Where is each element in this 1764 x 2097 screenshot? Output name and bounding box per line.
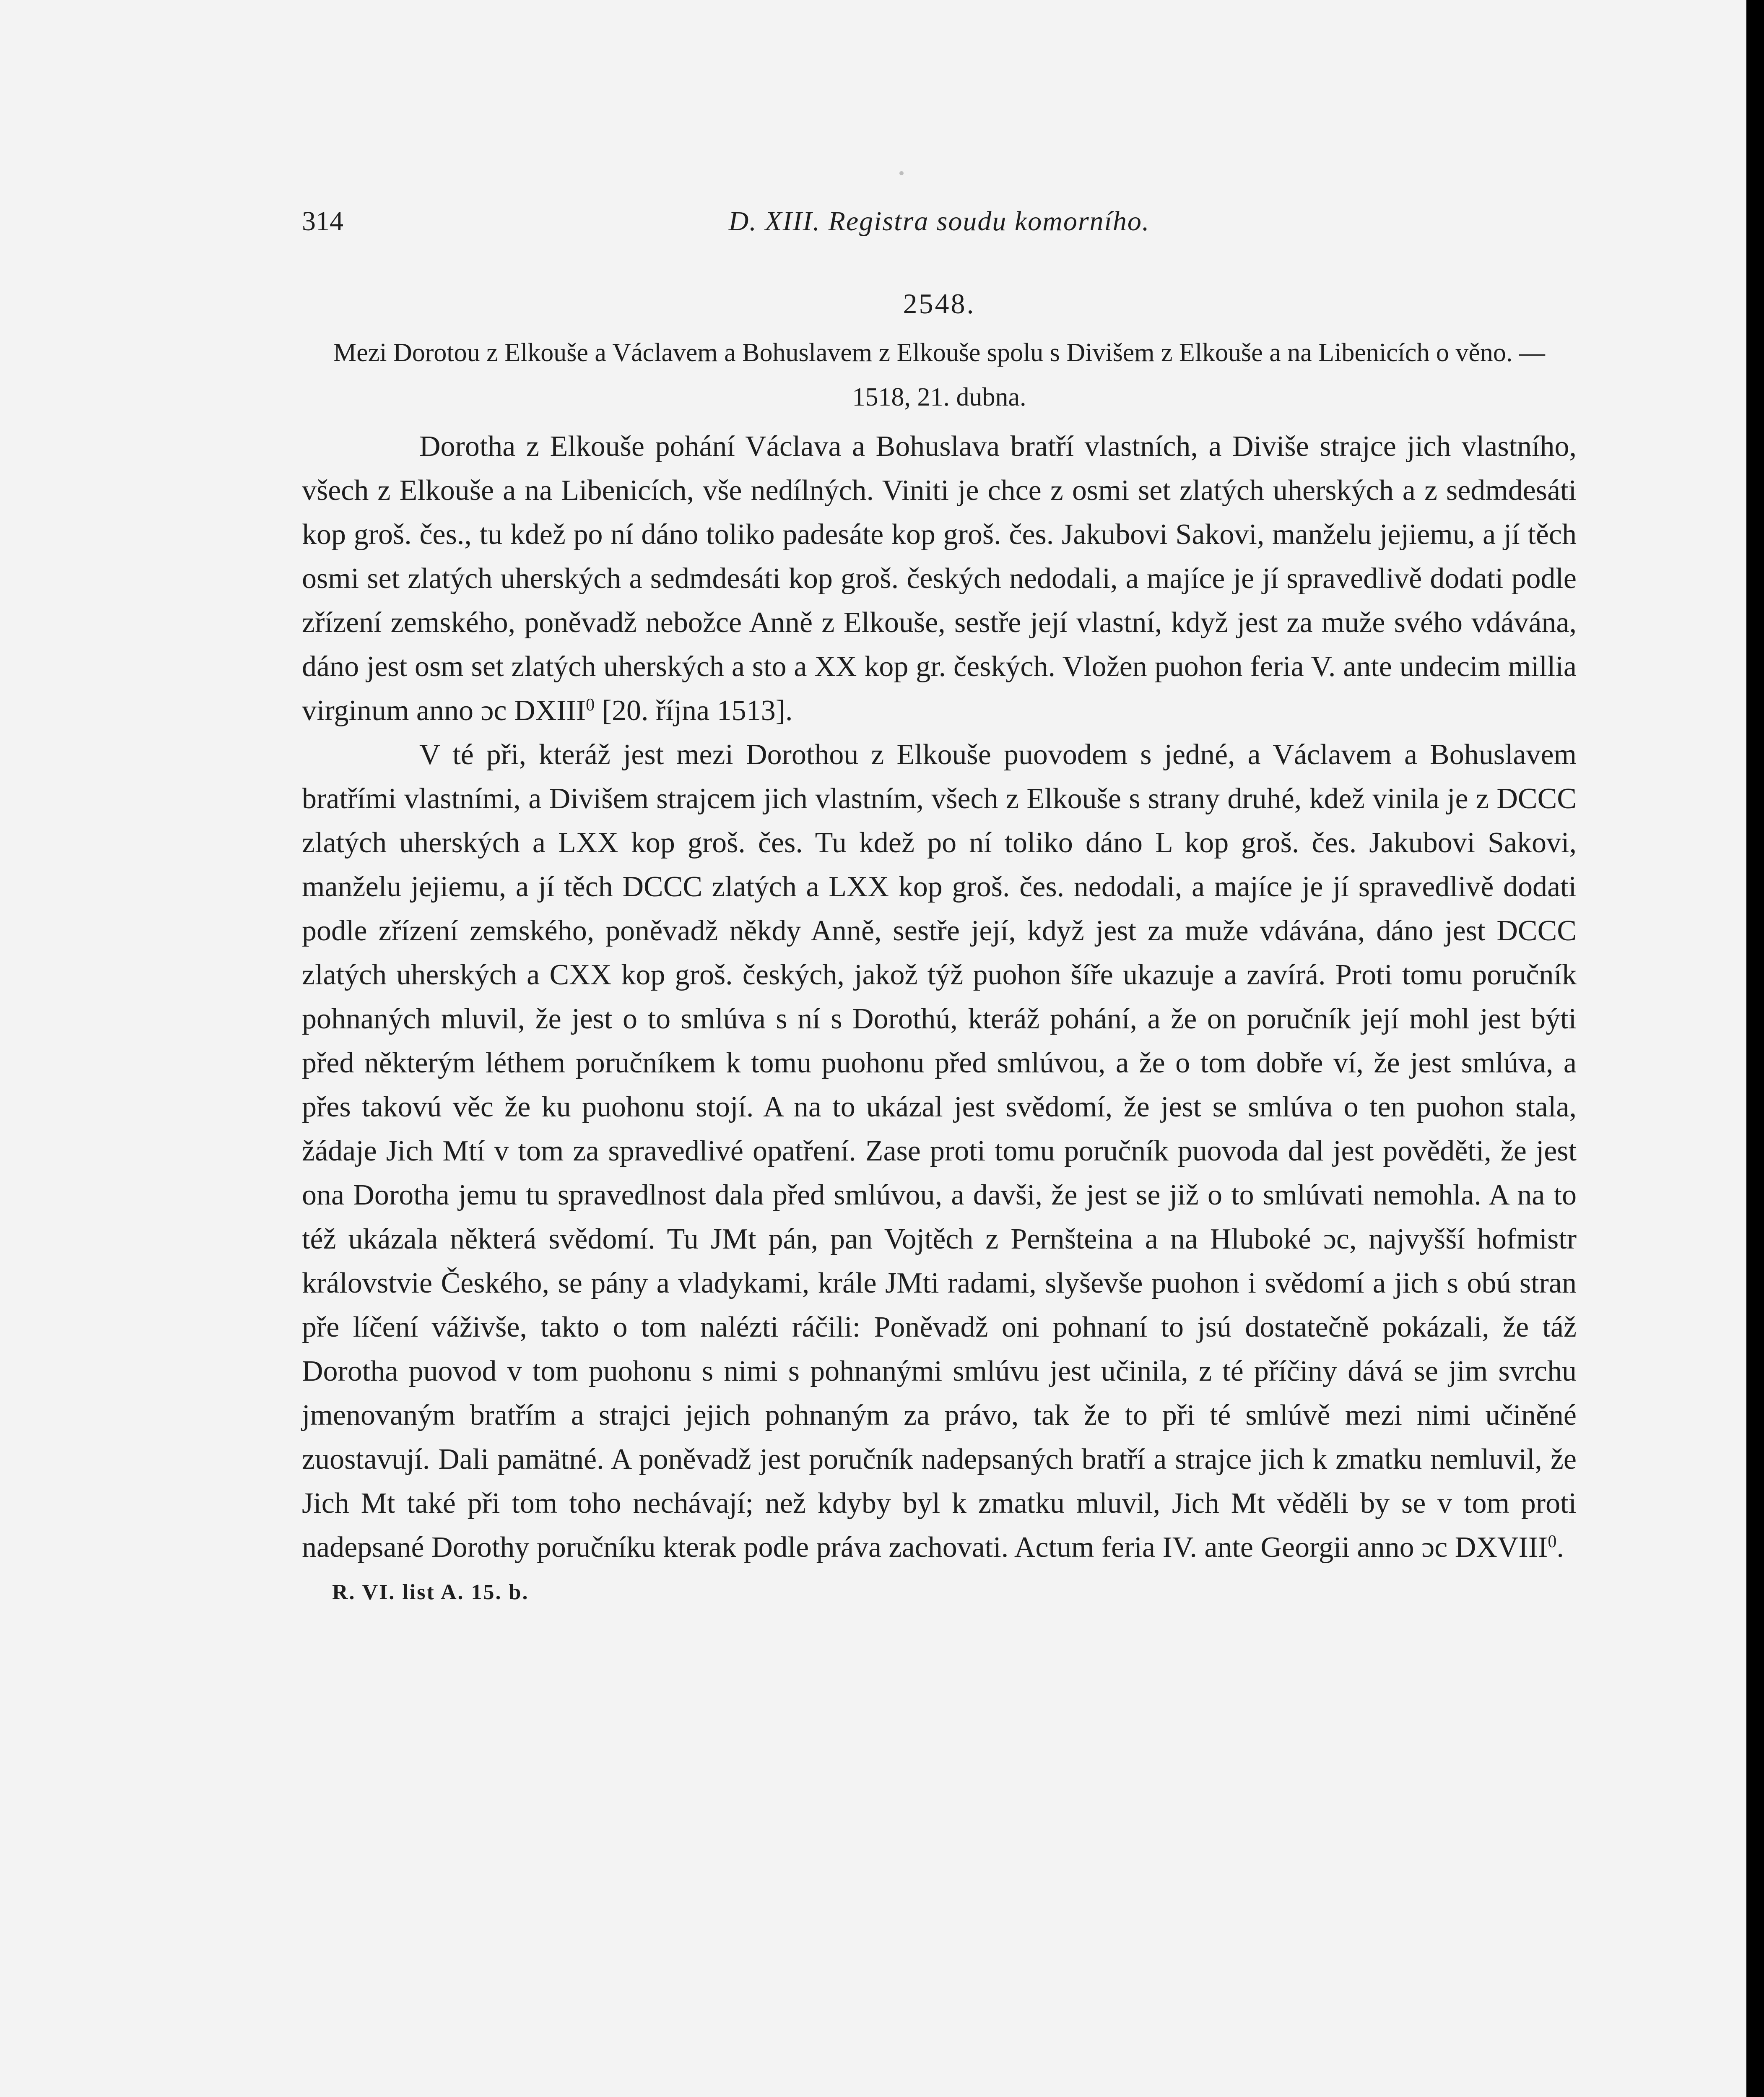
paragraph-1-body: Dorotha z Elkouše pohání Václava a Bohuslava bratří vlastních, a Diviše strajce jich vlastního, všech z Elkouše a na Libenicích, vše nedílných. Viniti je chce z osmi set zlatých uherských a z sedmdesáti kop groš. čes., tu kdež po ní dáno toliko padesáte kop groš. čes. Jakubovi Sakovi, manželu jejiemu, a jí těch osmi set zlatých uherských a sedmdesáti kop groš. českých nedodali, a majíce je jí spravedlivě dodati podle zřízení zemského, poněvadž nebožce Anně z Elkouše, sestře její vlastní, když jest za muže svého vdávána, dáno jest osm set zlatých uherských a sto a XX kop gr. českých. Vložen puohon feria V. ante undecim millia virginum anno ɔc DXIII [302, 430, 1577, 727]
paragraph-1-tail: [20. října 1513]. [595, 695, 793, 727]
text-block [302, 201, 1577, 1611]
entry-paragraph-2 [302, 733, 1577, 1569]
running-title: D. XIII. Registra soudu komorního. [728, 206, 1150, 237]
paragraph-1-superscript: 0 [586, 695, 595, 715]
entry-number: 2548. [903, 288, 976, 320]
paragraph-2-superscript: 0 [1548, 1532, 1557, 1551]
paragraph-2-body: V té při, kteráž jest mezi Dorothou z Elkouše puovodem s jedné, a Václavem a Bohuslavem bratřími vlastními, a Divišem strajcem jich vlastním, všech z Elkouše s strany druhé, kdež vinila je z DCCC zlatých uherských a LXX kop groš. čes. Tu kdež po ní toliko dáno L kop groš. čes. Jakubovi Sakovi, manželu jejiemu, a jí těch DCCC zlatých a LXX kop groš. čes. nedodali, a majíce je jí spravedlivě dodati podle zřízení zemského, poněvadž někdy Anně, sestře její, když jest za muže vdávána, dáno jest DCCC zlatých uherských a CXX kop groš. českých, jakož týž puohon šíře ukazuje a zavírá. Proti tomu poručník pohnaných mluvil, že jest o to smlúva s ní s Dorothú, kteráž pohání, a že on poručník její mohl jest býti před některým léthem poručníkem k tomu puohonu před smlúvou, a že o tom dobře ví, že jest smlúva, a přes takovú věc že ku puohonu stojí. A na to ukázal jest svědomí, že jest se smlúva o ten puohon stala, žádaje Jich Mtí v tom za spravedlivé opatření. Zase proti tomu poručník puovoda dal jest pověděti, že jest ona Dorotha jemu tu spravedlnost dala před smlúvou, a davši, že jest se již o to smlúvati nemohla. A na to též ukázala některá svědomí. Tu JMt pán, pan Vojtěch z Pernšteina a na Hluboké ɔc, najvyšší hofmistr královstvie Českého, se pány a vladykami, krále JMti radami, slyševše puohon i svědomí a jich s obú stran pře líčení váživše, takto o tom nalézti ráčili: Poněvadž oni pohnaní to jsú dostatečně pokázali, že táž Dorotha puovod v tom puohonu s nimi s pohnanými smlúvu jest učinila, z té příčiny dává se jim svrchu jmenovaným bratřím a strajci jejich pohnaným za právo, tak že to při té smlúvě mezi nimi učiněné zuostavují. Dali pamätné. A poněvadž jest poručník nadepsaných bratří a strajce jich k zmatku nemluvil, že Jich Mt také při tom toho nechávají; než kdyby byl k zmatku mluvil, Jich Mt věděli by se v tom proti nadepsané Dorothy poručníku kterak podle práva zachovati. Actum feria IV. ante Georgii anno ɔc DXVIII [302, 739, 1577, 1564]
running-header [302, 201, 1577, 242]
entry-summary: Mezi Dorotou z Elkouše a Václavem a Bohuslavem z Elkouše spolu s Divišem z Elkouše a na Libenicích o věno. — 1518, 21. dubna. [333, 338, 1545, 411]
paragraph-2-tail: . [1556, 1531, 1564, 1564]
ink-dot [899, 171, 904, 175]
page-number: 314 [302, 206, 343, 237]
source-reference: R. VI. list A. 15. b. [332, 1580, 529, 1604]
entry-paragraph-1 [302, 424, 1577, 733]
